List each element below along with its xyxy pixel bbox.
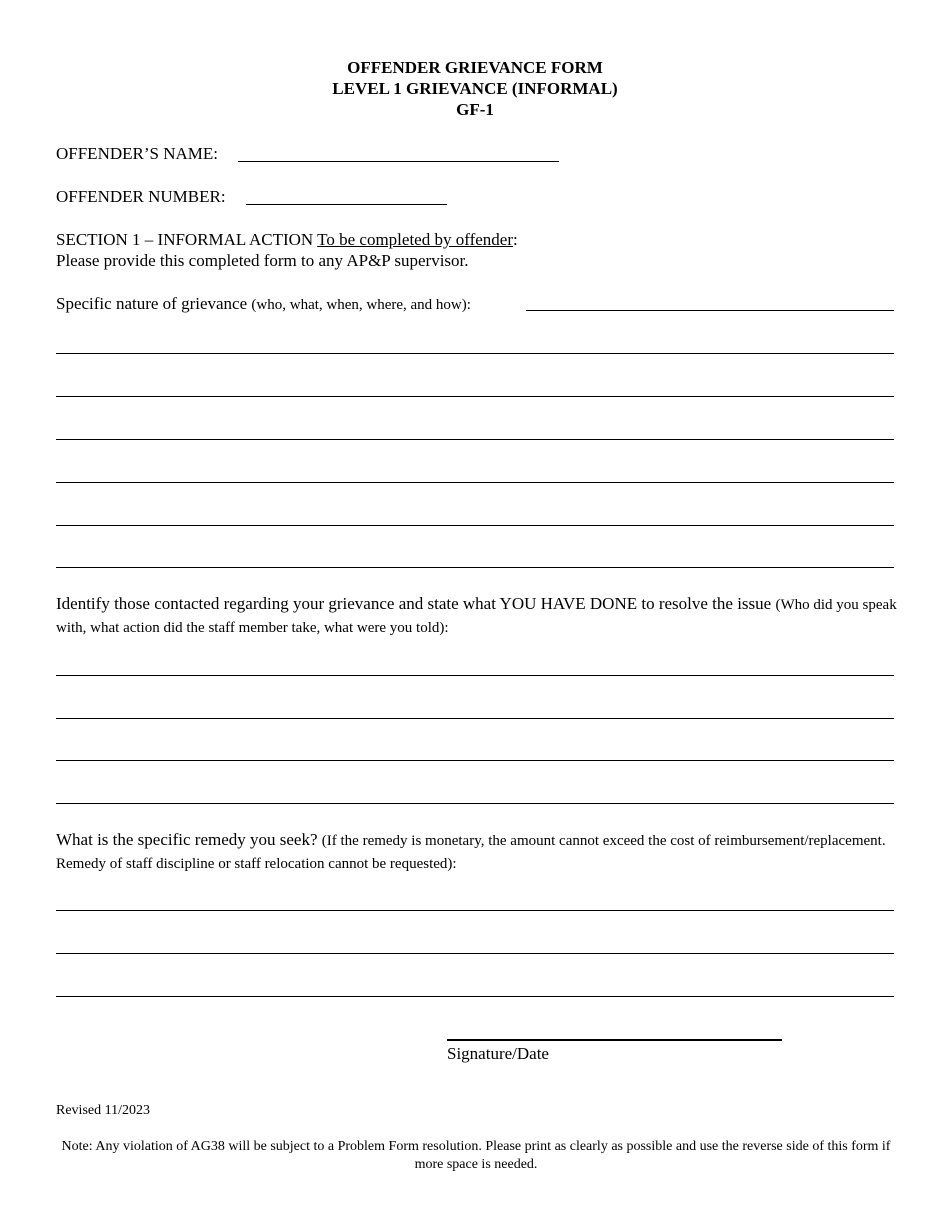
offender-name-line[interactable] xyxy=(238,161,559,162)
nature-hint: (who, what, when, where, and how): xyxy=(251,297,471,313)
section1-instruction: Please provide this completed form to any AP&P supervisor. xyxy=(56,251,469,270)
nature-line-first[interactable] xyxy=(526,310,894,311)
nature-line[interactable] xyxy=(56,353,894,354)
nature-prompt xyxy=(56,293,471,316)
remedy-line[interactable] xyxy=(56,996,894,997)
offender-number-line[interactable] xyxy=(246,204,447,205)
nature-line[interactable] xyxy=(56,439,894,440)
offender-name-label: OFFENDER’S NAME: xyxy=(56,144,218,163)
signature-line[interactable] xyxy=(447,1039,782,1041)
nature-line[interactable] xyxy=(56,567,894,568)
offender-number-label: OFFENDER NUMBER: xyxy=(56,187,226,206)
contacted-hint: (Who did you speak with, what action did the staff member take, what were you told): xyxy=(56,597,897,636)
contacted-label: Identify those contacted regarding your grievance and state what YOU HAVE DONE to resolve the issue xyxy=(56,594,772,613)
section1-heading-suffix: : xyxy=(513,230,518,249)
revised-date: Revised 11/2023 xyxy=(56,1103,150,1118)
contacted-line[interactable] xyxy=(56,675,894,676)
section1-heading xyxy=(56,229,518,250)
contacted-prompt xyxy=(56,593,901,639)
remedy-hint: (If the remedy is monetary, the amount cannot exceed the cost of reimbursement/replacement. Remedy of staff discipline or staff relocation cannot be requested): xyxy=(56,833,886,872)
form-title: OFFENDER GRIEVANCE FORM xyxy=(347,58,603,77)
nature-line[interactable] xyxy=(56,525,894,526)
section1-heading-text: SECTION 1 – INFORMAL ACTION xyxy=(56,230,314,249)
nature-line[interactable] xyxy=(56,482,894,483)
nature-line[interactable] xyxy=(56,396,894,397)
remedy-line[interactable] xyxy=(56,953,894,954)
nature-label: Specific nature of grievance xyxy=(56,294,248,313)
signature-label: Signature/Date xyxy=(447,1044,549,1063)
contacted-line[interactable] xyxy=(56,760,894,761)
remedy-label: What is the specific remedy you seek? xyxy=(56,830,318,849)
form-subtitle: LEVEL 1 GRIEVANCE (INFORMAL) xyxy=(332,79,618,98)
section1-heading-underlined: To be completed by offender xyxy=(317,230,513,249)
contacted-line[interactable] xyxy=(56,803,894,804)
remedy-line[interactable] xyxy=(56,910,894,911)
footer-note: Note: Any violation of AG38 will be subject to a Problem Form resolution. Please print as clearly as possible and use the reverse side of this form if more space is needed. xyxy=(61,1139,891,1172)
form-code: GF-1 xyxy=(456,100,494,119)
contacted-line[interactable] xyxy=(56,718,894,719)
remedy-prompt xyxy=(56,829,901,875)
